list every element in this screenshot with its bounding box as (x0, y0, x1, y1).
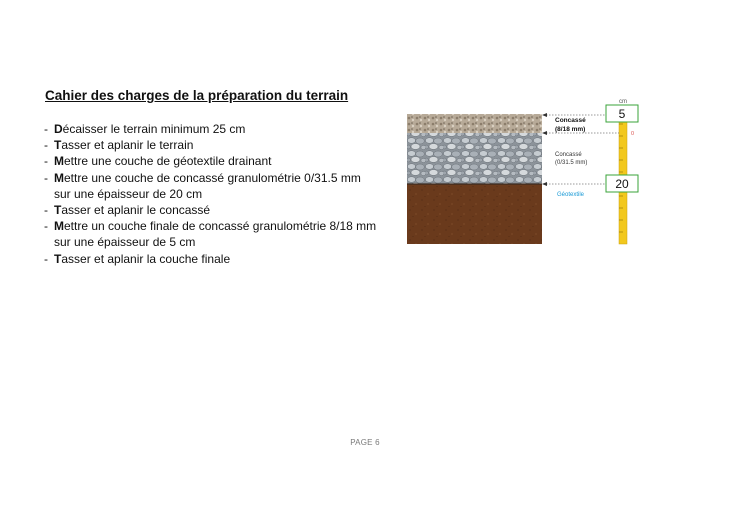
geotextile-label: Géotextile (557, 192, 585, 198)
top-thickness-value: 5 (618, 107, 626, 121)
soil-layer (407, 184, 542, 244)
zero-mark: 0 (631, 131, 635, 137)
list-item: - Mettre une couche de concassé granulométrie 0/31.5 mm sur une épaisseur de 20 cm (44, 170, 376, 202)
page-number: PAGE 6 (350, 438, 380, 447)
item-initial: M (54, 154, 64, 169)
item-initial: T (54, 251, 62, 266)
item-initial: T (54, 203, 62, 218)
top-gravel-layer (407, 114, 542, 133)
item-text: ettre un couche finale de concassé granulométrie 8/18 mm (64, 219, 377, 234)
list-item: - Tasser et aplanir le concassé (44, 203, 211, 218)
top-layer-label: Concassé (555, 117, 586, 124)
item-text: écaisser le terrain minimum 25 cm (62, 122, 246, 136)
item-text: asser et aplanir le terrain (61, 138, 194, 153)
page-title: Cahier des charges de la préparation du terrain (45, 88, 349, 103)
list-item: - Tasser et aplanir le terrain (44, 138, 194, 153)
item-text: asser et aplanir le concassé (61, 203, 211, 218)
list-item: - Tasser et aplanir la couche finale (44, 251, 231, 266)
item-text: ettre une couche de géotextile drainant (64, 154, 272, 169)
list-item: - Décaisser le terrain minimum 25 cm (44, 122, 246, 136)
item-initial: M (54, 170, 64, 185)
requirements-list (44, 121, 376, 267)
item-initial: M (54, 219, 64, 234)
item-text: asser et aplanir la couche finale (61, 251, 231, 266)
item-continuation: sur une épaisseur de 20 cm (54, 186, 203, 201)
item-initial: D (54, 122, 63, 136)
item-initial: T (54, 138, 62, 153)
middle-layer-label: Concassé (555, 152, 582, 158)
ruler-unit-label: cm (619, 99, 627, 105)
top-layer-grading: (8/18 mm) (555, 126, 586, 133)
middle-thickness-value: 20 (615, 177, 629, 191)
middle-layer-grading: (0/31.5 mm) (555, 160, 588, 166)
item-continuation: sur une épaisseur de 5 cm (54, 235, 196, 250)
middle-gravel-layer (407, 133, 542, 184)
item-text: ettre une couche de concassé granulométrie 0/31.5 mm (64, 170, 361, 185)
list-item: - Mettre un couche finale de concassé granulométrie 8/18 mm sur une épaisseur de 5 cm (44, 219, 377, 250)
list-item: - Mettre une couche de géotextile drainant (44, 154, 272, 169)
soil-layers-diagram (407, 98, 652, 248)
